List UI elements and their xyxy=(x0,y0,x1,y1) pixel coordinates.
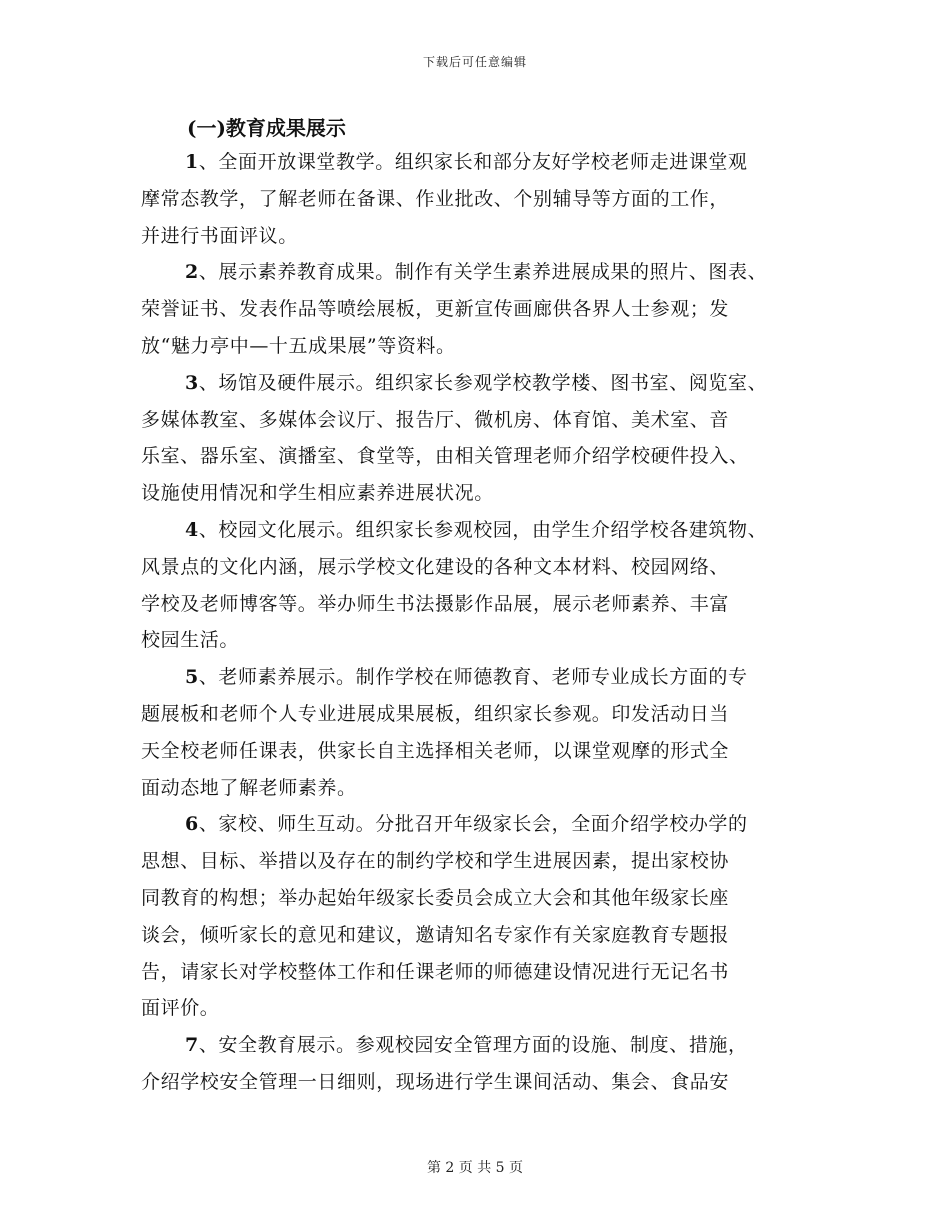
paragraph-text: 、展示素养教育成果。制作有关学生素养进展成果的照片、图表、 xyxy=(198,261,768,284)
paragraph-line xyxy=(141,586,831,623)
paragraph-text: 、场馆及硬件展示。组织家长参观学校教学楼、图书室、阅览室、 xyxy=(198,371,768,394)
paragraph-line xyxy=(141,218,831,255)
paragraph-text: 思想、目标、举措以及存在的制约学校和学生进展因素，提出家校协 xyxy=(141,850,730,873)
paragraph-6 xyxy=(141,806,831,1027)
paragraph-text: 、安全教育展示。参观校园安全管理方面的设施、制度、措施， xyxy=(198,1034,748,1057)
paragraph-line xyxy=(141,880,831,917)
paragraph-line xyxy=(141,954,831,991)
paragraph-3 xyxy=(141,365,831,512)
paragraph-text: 、老师素养展示。制作学校在师德教育、老师专业成长方面的专 xyxy=(198,666,748,689)
paragraph-text: 并进行书面评议。 xyxy=(141,224,298,247)
paragraph-number: 2 xyxy=(185,261,199,284)
paragraph-line xyxy=(141,696,831,733)
paragraph-line xyxy=(141,291,831,328)
paragraph-line xyxy=(141,770,831,807)
paragraph-text: 乐室、器乐室、演播室、食堂等，由相关管理老师介绍学校硬件投入、 xyxy=(141,445,749,468)
paragraph-text: 谈会，倾听家长的意见和建议，邀请知名专家作有关家庭教育专题报 xyxy=(141,923,730,946)
paragraph-line xyxy=(141,917,831,954)
paragraph-text: 校园生活。 xyxy=(141,629,240,652)
paragraph-text: 、全面开放课堂教学。组织家长和部分友好学校老师走进课堂观 xyxy=(198,151,748,173)
paragraph-line xyxy=(141,402,831,439)
paragraph-text: 面动态地了解老师素养。 xyxy=(141,776,357,799)
paragraph-text: 摩常态教学，了解老师在备课、作业批改、个别辅导等方面的工作， xyxy=(141,187,730,210)
paragraph-text: 、校园文化展示。组织家长参观校园，由学生介绍学校各建筑物、 xyxy=(198,518,768,541)
paragraph-text: 告，请家长对学校整体工作和任课老师的师德建设情况进行无记名书 xyxy=(141,960,730,983)
paragraph-line xyxy=(141,843,831,880)
paragraph-text: 放“魅力亭中—十五成果展”等资料。 xyxy=(141,334,456,357)
paragraph-line xyxy=(141,438,831,475)
paragraph-text: 题展板和老师个人专业进展成果展板，组织家长参观。印发活动日当 xyxy=(141,702,730,725)
paragraph-text: 风景点的文化内涵，展示学校文化建设的各种文本材料、校园网络、 xyxy=(141,555,730,578)
paragraph-text: 、家校、师生互动。分批召开年级家长会，全面介绍学校办学的 xyxy=(198,813,748,836)
paragraph-number: 3 xyxy=(185,371,199,394)
paragraph-list xyxy=(141,144,831,1101)
paragraph-line xyxy=(141,512,831,549)
paragraph-line xyxy=(141,144,831,181)
paragraph-7 xyxy=(141,1027,831,1101)
paragraph-number: 7 xyxy=(185,1034,199,1057)
paragraph-line xyxy=(141,475,831,512)
paragraph-number: 1 xyxy=(185,151,199,173)
paragraph-text: 多媒体教室、多媒体会议厅、报告厅、微机房、体育馆、美术室、音 xyxy=(141,408,730,431)
paragraph-line xyxy=(141,1027,831,1064)
paragraph-5 xyxy=(141,659,831,806)
page-header: 下载后可任意编辑 xyxy=(422,55,527,69)
paragraph-text: 学校及老师博客等。举办师生书法摄影作品展，展示老师素养、丰富 xyxy=(141,592,730,615)
paragraph-1 xyxy=(141,144,831,254)
paragraph-line xyxy=(141,990,831,1027)
paragraph-line xyxy=(141,733,831,770)
document-body xyxy=(141,112,831,1101)
paragraph-number: 5 xyxy=(185,666,199,689)
paragraph-line xyxy=(141,181,831,218)
paragraph-text: 设施使用情况和学生相应素养进展状况。 xyxy=(141,482,494,505)
paragraph-text: 面评价。 xyxy=(141,997,220,1020)
section-title: (一)教育成果展示 xyxy=(187,116,346,140)
paragraph-line xyxy=(141,1064,831,1101)
paragraph-line xyxy=(141,254,831,291)
paragraph-number: 6 xyxy=(185,813,199,836)
paragraph-text: 介绍学校安全管理一日细则，现场进行学生课间活动、集会、食品安 xyxy=(141,1070,730,1093)
paragraph-line xyxy=(141,806,831,843)
paragraph-line xyxy=(141,328,831,365)
paragraph-line xyxy=(141,549,831,586)
paragraph-number: 4 xyxy=(185,518,199,541)
paragraph-text: 天全校老师任课表，供家长自主选择相关老师，以课堂观摩的形式全 xyxy=(141,739,730,762)
paragraph-line xyxy=(141,622,831,659)
paragraph-line xyxy=(141,365,831,402)
paragraph-line xyxy=(141,659,831,696)
page-footer: 第 2 页 共 5 页 xyxy=(426,1160,524,1176)
paragraph-text: 同教育的构想；举办起始年级家长委员会成立大会和其他年级家长座 xyxy=(141,886,730,909)
paragraph-text: 荣誉证书、发表作品等喷绘展板，更新宣传画廊供各界人士参观；发 xyxy=(141,298,730,321)
paragraph-4 xyxy=(141,512,831,659)
paragraph-2 xyxy=(141,254,831,364)
